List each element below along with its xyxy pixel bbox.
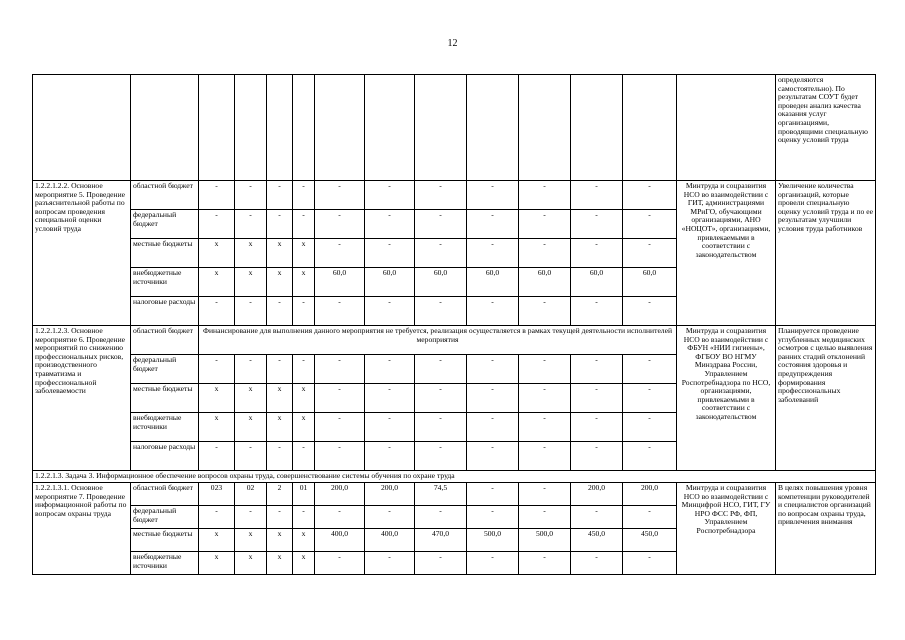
- value-cell: 200,0: [315, 483, 365, 506]
- funding-source: областной бюджет: [131, 181, 199, 210]
- empty-cell: [33, 75, 131, 181]
- value-cell: -: [315, 297, 365, 326]
- value-cell: x: [267, 552, 293, 575]
- value-cell: -: [519, 552, 571, 575]
- empty-cell: [623, 75, 677, 181]
- value-cell: x: [235, 268, 267, 297]
- value-cell: -: [519, 239, 571, 268]
- value-cell: x: [267, 384, 293, 413]
- value-cell: -: [365, 552, 415, 575]
- value-cell: -: [365, 442, 415, 471]
- value-cell: 60,0: [415, 268, 467, 297]
- table-row: [33, 326, 876, 355]
- value-cell: -: [415, 384, 467, 413]
- program-activities-table: [32, 74, 876, 575]
- value-cell: x: [199, 552, 235, 575]
- table-row: [33, 483, 876, 506]
- funding-note: Финансирование для выполнения данного мероприятия не требуется, реализация осуществляется в рамках текущей деятельности исполнителей мероприятия: [199, 326, 677, 355]
- value-cell: -: [571, 210, 623, 239]
- value-cell: -: [467, 413, 519, 442]
- value-cell: -: [519, 483, 571, 506]
- value-cell: 400,0: [315, 529, 365, 552]
- value-cell: -: [467, 442, 519, 471]
- funding-source: местные бюджеты: [131, 529, 199, 552]
- value-cell: 500,0: [519, 529, 571, 552]
- value-cell: 60,0: [571, 268, 623, 297]
- value-cell: -: [571, 297, 623, 326]
- value-cell: -: [365, 384, 415, 413]
- value-cell: x: [199, 384, 235, 413]
- value-cell: -: [623, 239, 677, 268]
- value-cell: x: [199, 413, 235, 442]
- empty-cell: [293, 75, 315, 181]
- value-cell: -: [199, 210, 235, 239]
- funding-source: налоговые расходы: [131, 442, 199, 471]
- empty-cell: [235, 75, 267, 181]
- value-cell: -: [293, 297, 315, 326]
- value-cell: -: [235, 210, 267, 239]
- value-cell: -: [267, 506, 293, 529]
- value-cell: -: [235, 355, 267, 384]
- value-cell: -: [365, 355, 415, 384]
- value-cell: -: [235, 181, 267, 210]
- value-cell: -: [623, 413, 677, 442]
- value-cell: x: [199, 268, 235, 297]
- value-cell: x: [235, 384, 267, 413]
- value-cell: -: [467, 239, 519, 268]
- table-row: [33, 75, 876, 181]
- value-cell: x: [235, 239, 267, 268]
- funding-source: федеральный бюджет: [131, 210, 199, 239]
- value-cell: -: [199, 355, 235, 384]
- executor-cell: Минтруда и соцразвития НСО во взаимодействии с ФБУН «НИИ гигиены», ФГБОУ ВО НГМУ Минздрава России, Управлением Роспотребнадзора по НСО, организациями, привлекаемыми в соответствии с законодательством: [677, 326, 776, 471]
- table-row: [33, 181, 876, 210]
- value-cell: -: [235, 506, 267, 529]
- value-cell: x: [235, 552, 267, 575]
- empty-cell: [519, 75, 571, 181]
- value-cell: 60,0: [315, 268, 365, 297]
- value-cell: -: [293, 506, 315, 529]
- empty-cell: [315, 75, 365, 181]
- funding-source: внебюджетные источники: [131, 268, 199, 297]
- value-cell: -: [571, 384, 623, 413]
- value-cell: -: [315, 355, 365, 384]
- value-cell: -: [623, 297, 677, 326]
- value-cell: -: [267, 181, 293, 210]
- value-cell: 60,0: [623, 268, 677, 297]
- empty-cell: [131, 75, 199, 181]
- value-cell: -: [519, 384, 571, 413]
- value-cell: x: [199, 529, 235, 552]
- funding-source: федеральный бюджет: [131, 506, 199, 529]
- funding-source: местные бюджеты: [131, 239, 199, 268]
- value-cell: -: [267, 355, 293, 384]
- value-cell: -: [571, 413, 623, 442]
- value-cell: -: [415, 239, 467, 268]
- value-cell: -: [571, 506, 623, 529]
- value-cell: 200,0: [365, 483, 415, 506]
- value-cell: -: [315, 384, 365, 413]
- value-cell: -: [315, 210, 365, 239]
- value-cell: 60,0: [519, 268, 571, 297]
- value-cell: -: [467, 181, 519, 210]
- page-number: 12: [447, 38, 458, 49]
- empty-cell: [365, 75, 415, 181]
- value-cell: -: [293, 355, 315, 384]
- value-cell: 60,0: [365, 268, 415, 297]
- empty-cell: [267, 75, 293, 181]
- value-cell: 2: [267, 483, 293, 506]
- activity-description: 1.2.2.1.2.2. Основное мероприятие 5. Проведение разъяснительной работы по вопросам проведения специальной оценки условий труда: [33, 181, 131, 326]
- value-cell: -: [623, 210, 677, 239]
- value-cell: -: [519, 181, 571, 210]
- value-cell: 470,0: [415, 529, 467, 552]
- value-cell: -: [315, 552, 365, 575]
- funding-source: внебюджетные источники: [131, 413, 199, 442]
- value-cell: -: [467, 297, 519, 326]
- value-cell: -: [571, 552, 623, 575]
- value-cell: 500,0: [467, 529, 519, 552]
- value-cell: x: [267, 413, 293, 442]
- value-cell: x: [293, 529, 315, 552]
- empty-cell: [467, 75, 519, 181]
- value-cell: 023: [199, 483, 235, 506]
- value-cell: -: [623, 355, 677, 384]
- funding-source: областной бюджет: [131, 483, 199, 506]
- value-cell: -: [315, 506, 365, 529]
- value-cell: -: [623, 552, 677, 575]
- value-cell: x: [293, 268, 315, 297]
- funding-source: федеральный бюджет: [131, 355, 199, 384]
- value-cell: -: [519, 442, 571, 471]
- value-cell: 02: [235, 483, 267, 506]
- value-cell: -: [365, 297, 415, 326]
- value-cell: 74,5: [415, 483, 467, 506]
- result-cell: В целях повышения уровня компетенции руководителей и специалистов организаций по вопросам охраны труда, привлечения внимания: [776, 483, 876, 575]
- value-cell: 450,0: [571, 529, 623, 552]
- value-cell: -: [519, 210, 571, 239]
- activity-description: 1.2.2.1.3.1. Основное мероприятие 7. Проведение информационной работы по вопросам охраны труда: [33, 483, 131, 575]
- value-cell: -: [315, 413, 365, 442]
- value-cell: -: [467, 210, 519, 239]
- value-cell: -: [365, 210, 415, 239]
- executor-cell: Минтруда и соцразвития НСО во взаимодействии с Минцифрой НСО, ГИТ, ГУ НРО ФСС РФ, ФП, Управлением Роспотребнадзора: [677, 483, 776, 575]
- value-cell: -: [315, 181, 365, 210]
- value-cell: -: [467, 506, 519, 529]
- value-cell: -: [467, 483, 519, 506]
- value-cell: -: [415, 297, 467, 326]
- value-cell: -: [315, 239, 365, 268]
- value-cell: -: [199, 297, 235, 326]
- value-cell: x: [235, 529, 267, 552]
- value-cell: x: [293, 413, 315, 442]
- value-cell: -: [623, 506, 677, 529]
- value-cell: -: [467, 355, 519, 384]
- value-cell: -: [235, 297, 267, 326]
- value-cell: -: [293, 210, 315, 239]
- value-cell: -: [415, 506, 467, 529]
- value-cell: x: [267, 529, 293, 552]
- result-cell: определяются самостоятельно). По результатам СОУТ будет проведен анализ качества оказания услуг организациями, проводящими специальную оценку условий труда: [776, 75, 876, 181]
- value-cell: x: [267, 239, 293, 268]
- value-cell: -: [415, 355, 467, 384]
- value-cell: -: [571, 355, 623, 384]
- value-cell: -: [267, 210, 293, 239]
- value-cell: -: [365, 413, 415, 442]
- value-cell: -: [415, 442, 467, 471]
- value-cell: x: [235, 413, 267, 442]
- empty-cell: [415, 75, 467, 181]
- value-cell: 450,0: [623, 529, 677, 552]
- value-cell: x: [293, 552, 315, 575]
- task-title: 1.2.2.1.3. Задача 3. Информационное обеспечение вопросов охраны труда, совершенствование системы обучения по охране труда: [33, 471, 876, 483]
- result-cell: Планируется проведение углубленных медицинских осмотров с целью выявления ранних стадий отклонений состояния здоровья и предупреждения формирования профессиональных заболеваний: [776, 326, 876, 471]
- task-row: [33, 471, 876, 483]
- value-cell: x: [293, 384, 315, 413]
- value-cell: x: [199, 239, 235, 268]
- value-cell: -: [199, 506, 235, 529]
- value-cell: -: [415, 210, 467, 239]
- empty-cell: [677, 75, 776, 181]
- funding-source: внебюджетные источники: [131, 552, 199, 575]
- value-cell: -: [519, 413, 571, 442]
- activity-description: 1.2.2.1.2.3. Основное мероприятие 6. Проведение мероприятий по снижению профессиональных рисков, производственного травматизма и профессиональной заболеваемости: [33, 326, 131, 471]
- executor-cell: Минтруда и соцразвития НСО во взаимодействии с ГИТ, администрациями МРиГО, обучающими организациями, АНО «НОЦОТ», организациями, привлекаемыми в соответствии с законодательством: [677, 181, 776, 326]
- value-cell: x: [293, 239, 315, 268]
- value-cell: -: [199, 181, 235, 210]
- value-cell: -: [365, 181, 415, 210]
- value-cell: 01: [293, 483, 315, 506]
- value-cell: -: [415, 413, 467, 442]
- value-cell: -: [467, 384, 519, 413]
- funding-source: налоговые расходы: [131, 297, 199, 326]
- value-cell: -: [623, 181, 677, 210]
- funding-source: местные бюджеты: [131, 384, 199, 413]
- value-cell: 200,0: [571, 483, 623, 506]
- value-cell: -: [293, 442, 315, 471]
- value-cell: -: [365, 506, 415, 529]
- empty-cell: [571, 75, 623, 181]
- value-cell: -: [199, 442, 235, 471]
- value-cell: -: [293, 181, 315, 210]
- funding-source: областной бюджет: [131, 326, 199, 355]
- value-cell: -: [267, 297, 293, 326]
- value-cell: -: [415, 181, 467, 210]
- value-cell: -: [519, 355, 571, 384]
- value-cell: -: [571, 442, 623, 471]
- value-cell: 60,0: [467, 268, 519, 297]
- value-cell: 200,0: [623, 483, 677, 506]
- value-cell: -: [571, 181, 623, 210]
- empty-cell: [199, 75, 235, 181]
- result-cell: Увеличение количества организаций, которые провели специальную оценку условий труда и по ее результатам улучшили условия труда работников: [776, 181, 876, 326]
- value-cell: -: [267, 442, 293, 471]
- value-cell: -: [235, 442, 267, 471]
- value-cell: -: [623, 442, 677, 471]
- value-cell: x: [267, 268, 293, 297]
- value-cell: -: [467, 552, 519, 575]
- value-cell: -: [519, 297, 571, 326]
- value-cell: -: [571, 239, 623, 268]
- value-cell: -: [365, 239, 415, 268]
- value-cell: 400,0: [365, 529, 415, 552]
- value-cell: -: [415, 552, 467, 575]
- value-cell: -: [315, 442, 365, 471]
- value-cell: -: [623, 384, 677, 413]
- value-cell: -: [519, 506, 571, 529]
